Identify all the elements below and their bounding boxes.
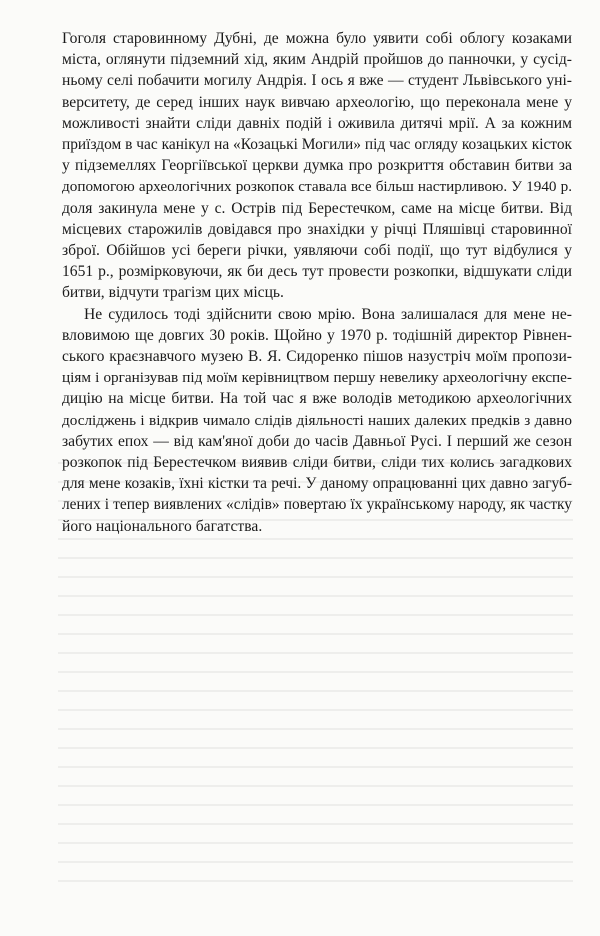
text-line: ціям і організував під моїм керівництвом першу невелику археологічну експе- bbox=[62, 369, 572, 387]
text-line: досліджень і відкрив чимало слідів діяльності наших далеких предків з давно bbox=[62, 411, 572, 429]
paragraph-2 bbox=[62, 304, 572, 537]
text-line: можливості знайти сліди давніх подій і оживила дитячі мрії. А за кожним bbox=[62, 114, 572, 132]
text-line: для мене козаків, їхні кістки та речі. У даному опрацюванні цих давно загуб- bbox=[62, 475, 572, 493]
text-line: ського краєзнавчого музею В. Я. Сидоренко пішов назустріч моїм пропози- bbox=[62, 348, 572, 366]
paragraph-1 bbox=[62, 28, 572, 304]
text-line: дицію на місце битви. На той час я вже володів методикою археологічних bbox=[62, 390, 572, 408]
text-line: приїздом в час канікул на «Козацькі Могили» під час огляду козацьких кісток bbox=[62, 136, 572, 154]
text-line: Гоголя старовинному Дубні, де можна було уявити собі облогу козаками bbox=[62, 30, 572, 47]
text-line: розкопок під Берестечком виявив сліди битви, сліди тих колись загадкових bbox=[62, 454, 572, 472]
text-line: зброї. Обійшов усі береги річки, уявляючи собі події, що тут відбулися у bbox=[62, 242, 572, 260]
text-line: верситету, де серед інших наук вивчаю археологію, що переконала мене у bbox=[62, 93, 572, 111]
text-line: міста, оглянути підземний хід, яким Андрій пройшов до панночки, у сусід- bbox=[62, 51, 572, 69]
text-line: доля закинула мене у с. Острів під Берестечком, саме на місце битви. Від bbox=[62, 199, 572, 217]
text-line: його національного багатства. bbox=[62, 517, 263, 535]
text-line: у підземеллях Георгіївської церкви думка про розкриття обставин битви за bbox=[62, 157, 572, 175]
text-line: битви, відчути трагізм цих місць. bbox=[62, 284, 284, 302]
text-line: ньому селі побачити могилу Андрія. І ось я вже — студент Львівського уні- bbox=[62, 72, 572, 90]
text-line: забутих епох — від кам'яної доби до часів Давньої Русі. І перший же сезон bbox=[62, 432, 572, 450]
text-line: 1651 р., розмірковуючи, як би десь тут провести розкопки, відшукати сліди bbox=[62, 263, 572, 281]
text-line: лених і тепер виявлених «слідів» повертаю їх українському народу, як частку bbox=[62, 496, 572, 514]
body-text bbox=[62, 28, 572, 537]
text-line: Не судилось тоді здійснити свою мрію. Вона залишалася для мене не- bbox=[84, 305, 572, 323]
text-line: допомогою археологічних розкопок ставала все більш настирливою. У 1940 р. bbox=[62, 178, 572, 196]
text-line: вловимою ще довгих 30 років. Щойно у 1970 р. тодішній директор Рівнен- bbox=[62, 326, 572, 344]
text-line: місцевих старожилів довідався про знахідки у річці Пляшівці старовинної bbox=[62, 220, 572, 238]
